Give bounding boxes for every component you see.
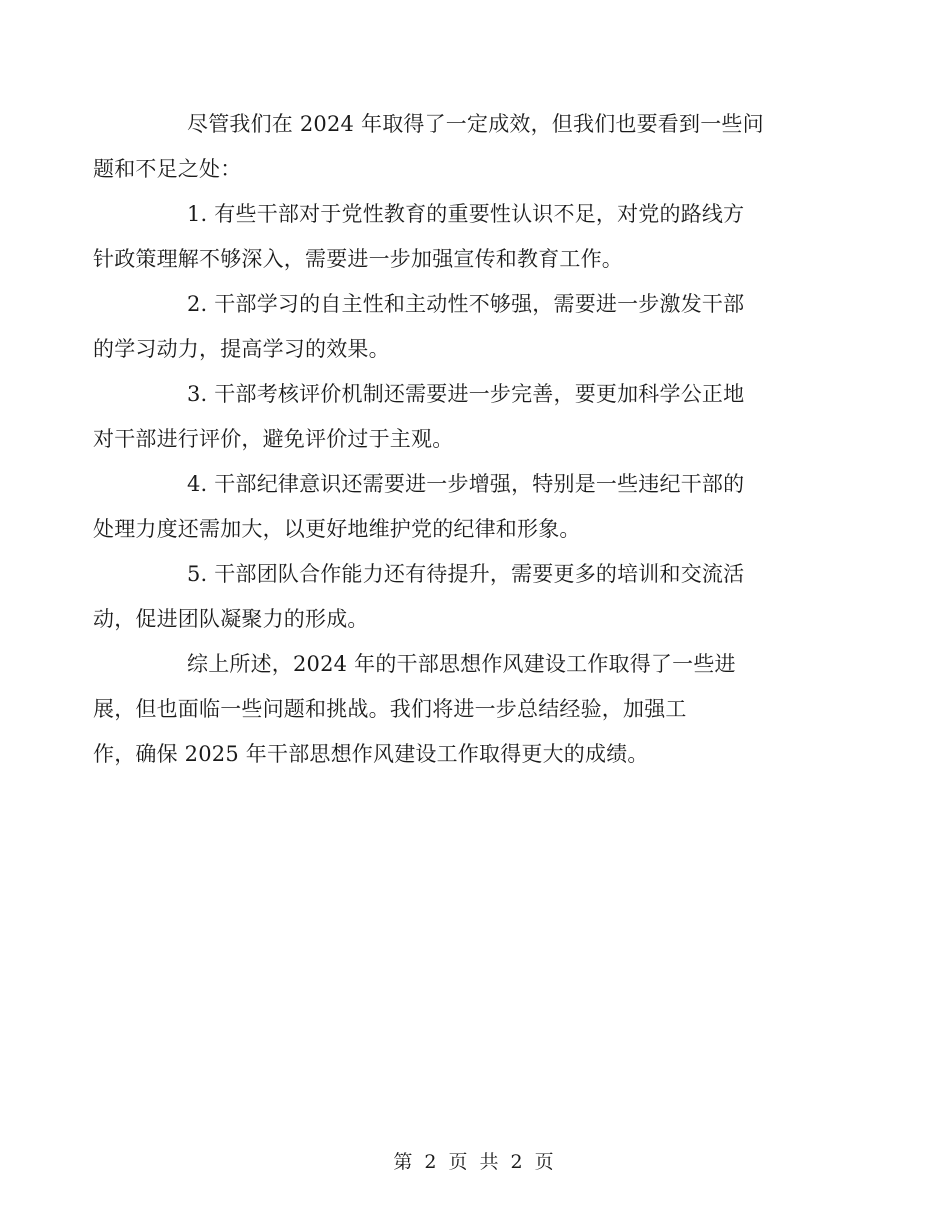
text-line: 尽管我们在 2024 年取得了一定成效，但我们也要看到一些问 bbox=[187, 112, 764, 136]
text-line: 的学习动力，提高学习的效果。 bbox=[93, 337, 390, 361]
text-line: 作，确保 2025 年干部思想作风建设工作取得更大的成绩。 bbox=[93, 742, 649, 766]
text-line: 1. 有些干部对于党性教育的重要性认识不足，对党的路线方 bbox=[187, 202, 745, 226]
page-number-footer: 第 2 页 共 2 页 bbox=[393, 1151, 557, 1173]
list-item-1 bbox=[93, 192, 810, 282]
text-line: 对干部进行评价，避免评价过于主观。 bbox=[93, 427, 454, 451]
text-line: 4. 干部纪律意识还需要进一步增强，特别是一些违纪干部的 bbox=[187, 472, 745, 496]
text-line: 5. 干部团队合作能力还有待提升，需要更多的培训和交流活 bbox=[187, 562, 745, 586]
text-line: 3. 干部考核评价机制还需要进一步完善，要更加科学公正地 bbox=[187, 382, 745, 406]
text-line: 综上所述，2024 年的干部思想作风建设工作取得了一些进 bbox=[187, 652, 736, 676]
list-item-5 bbox=[93, 552, 810, 642]
text-line: 题和不足之处： bbox=[93, 157, 242, 181]
text-line: 处理力度还需加大，以更好地维护党的纪律和形象。 bbox=[93, 517, 581, 541]
list-item-4 bbox=[93, 462, 810, 552]
document-body bbox=[93, 102, 810, 777]
list-item-2 bbox=[93, 282, 810, 372]
text-line: 动，促进团队凝聚力的形成。 bbox=[93, 607, 369, 631]
paragraph-intro bbox=[93, 102, 810, 192]
text-line: 针政策理解不够深入，需要进一步加强宣传和教育工作。 bbox=[93, 247, 623, 271]
list-item-3 bbox=[93, 372, 810, 462]
paragraph-conclusion bbox=[93, 642, 810, 777]
text-line: 展，但也面临一些问题和挑战。我们将进一步总结经验，加强工 bbox=[93, 697, 687, 721]
text-line: 2. 干部学习的自主性和主动性不够强，需要进一步激发干部 bbox=[187, 292, 745, 316]
